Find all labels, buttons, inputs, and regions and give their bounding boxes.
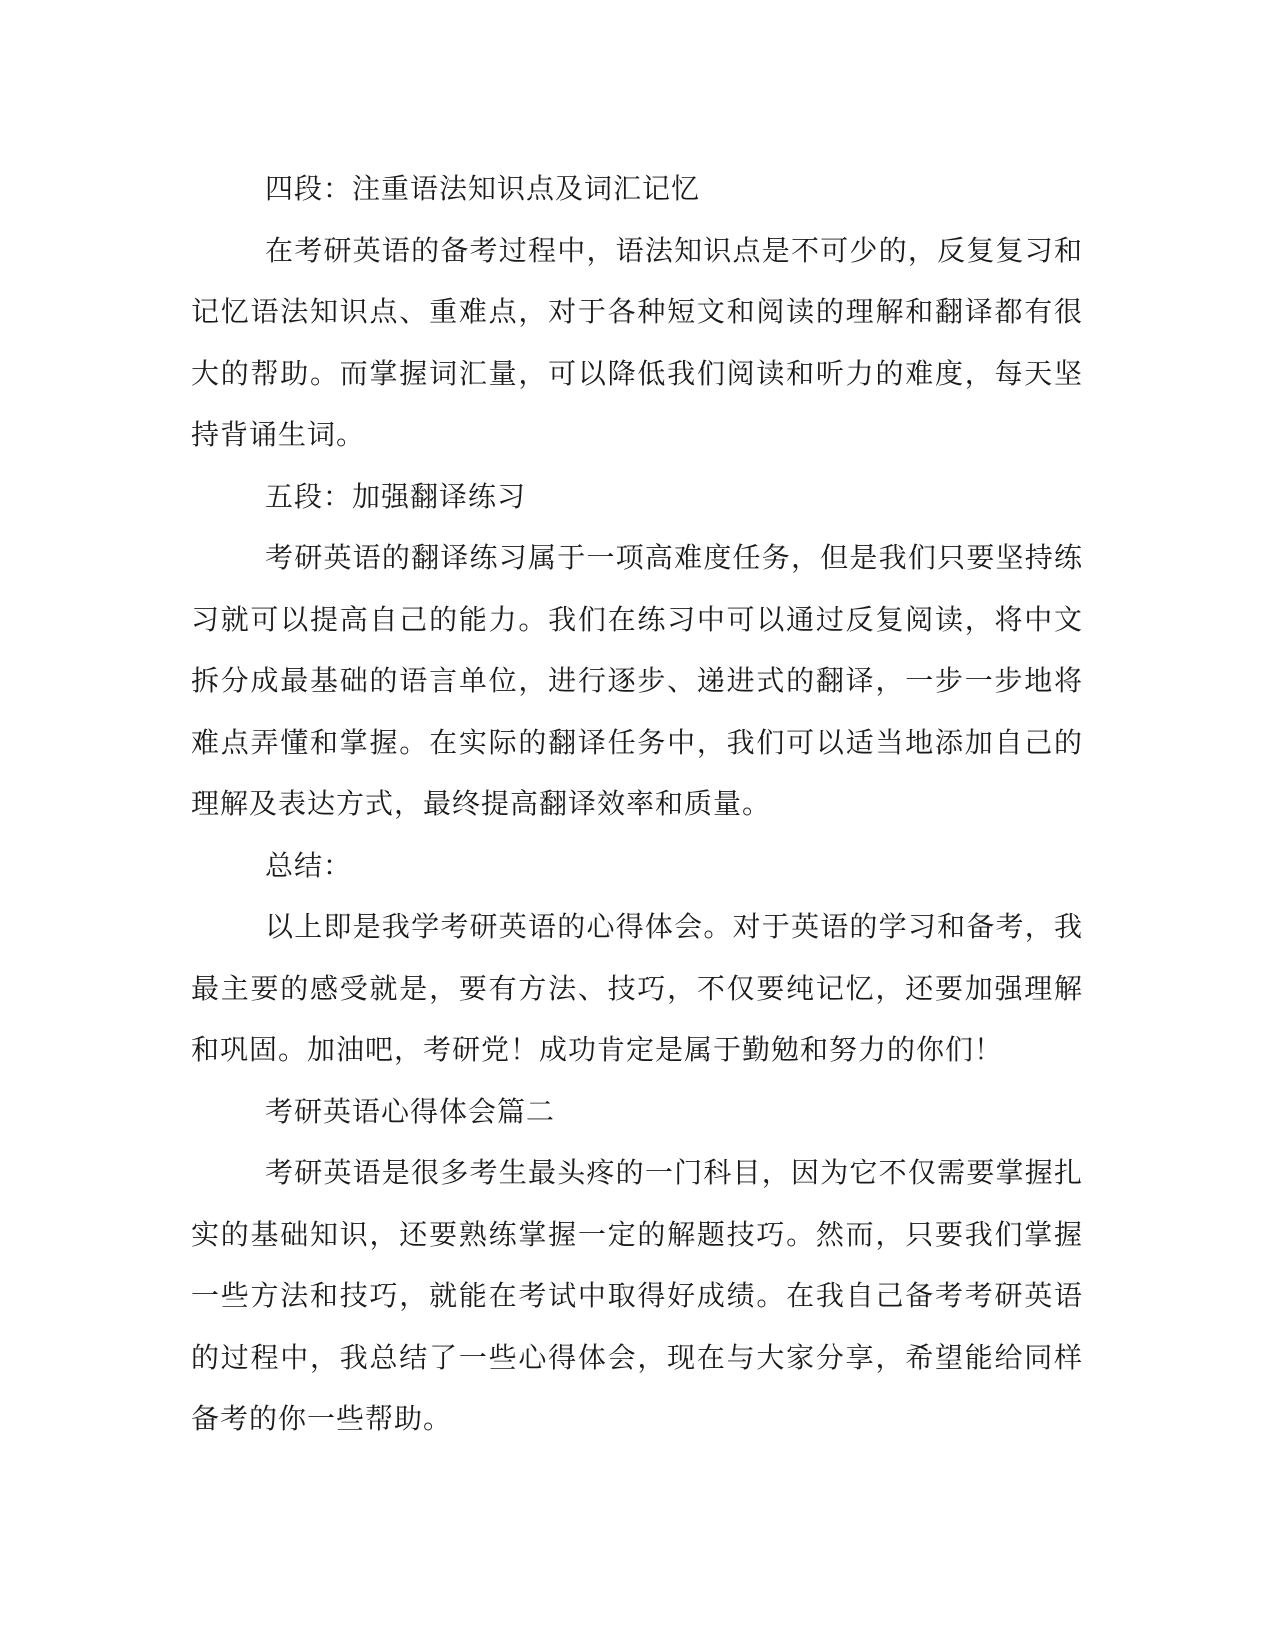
section-paragraph-5: 考研英语的翻译练习属于一项高难度任务，但是我们只要坚持练习就可以提高自己的能力。我们在练习中可以通过反复阅读，将中文拆分成最基础的语言单位，进行逐步、递进式的翻译，一步一步地将难点弄懂和掌握。在实际的翻译任务中，我们可以适当地添加自己的理解及表达方式，最终提高翻译效率和质量。 [191,541,1083,820]
document-body [191,158,1083,1450]
summary-paragraph: 以上即是我学考研英语的心得体会。对于英语的学习和备考，我最主要的感受就是，要有方法、技巧，不仅要纯记忆，还要加强理解和巩固。加油吧，考研党！成功肯定是属于勤勉和努力的你们！ [191,910,1083,1066]
article-two-paragraph: 考研英语是很多考生最头疼的一门科目，因为它不仅需要掌握扎实的基础知识，还要熟练掌握一定的解题技巧。然而，只要我们掌握一些方法和技巧，就能在考试中取得好成绩。在我自己备考考研英语的过程中，我总结了一些心得体会，现在与大家分享，希望能给同样备考的你一些帮助。 [191,1156,1083,1435]
section-paragraph-4: 在考研英语的备考过程中，语法知识点是不可少的，反复复习和记忆语法知识点、重难点，对于各种短文和阅读的理解和翻译都有很大的帮助。而掌握词汇量，可以降低我们阅读和听力的难度，每天坚持背诵生词。 [191,233,1083,451]
section-heading-5: 五段：加强翻译练习 [265,479,527,513]
article-two-heading: 考研英语心得体会篇二 [265,1094,556,1128]
summary-heading: 总结： [265,848,353,882]
section-heading-4: 四段：注重语法知识点及词汇记忆 [265,172,701,205]
